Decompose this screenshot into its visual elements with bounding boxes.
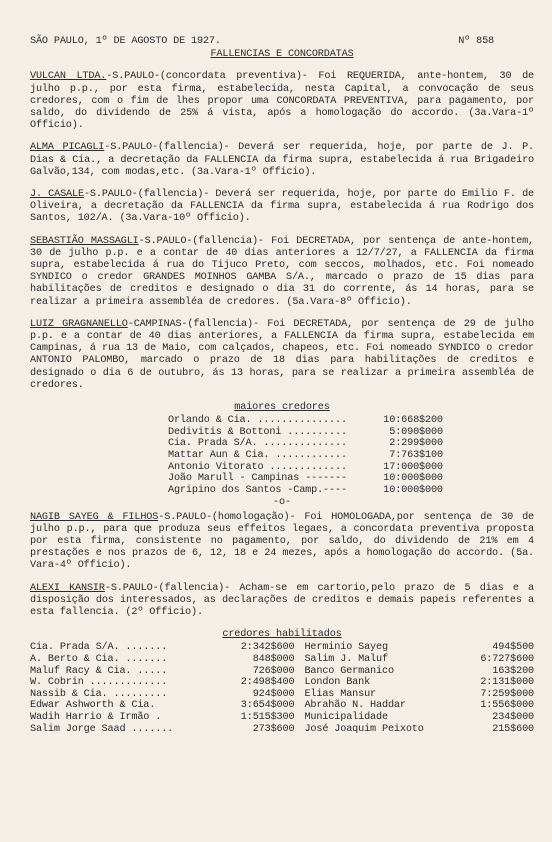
- table-row: [168, 438, 443, 450]
- entry-company-name: NAGIB SAYEG & FILHOS: [30, 511, 159, 523]
- date-line: SÃO PAULO, 1º DE AGOSTO DE 1927.: [30, 36, 221, 47]
- creditor-amount: 2:299$000: [389, 438, 443, 450]
- creditor-name: Cia. Prada S/A. ..............: [168, 438, 347, 450]
- creditor-name: Mattar Aun & Cia. ............: [168, 450, 347, 462]
- creditor-name: W. Cobrin .............: [30, 677, 168, 689]
- qualified-creditors-table: [30, 642, 534, 735]
- creditor-amount: 2:342$600: [240, 642, 295, 654]
- creditor-amount: 2:498$400: [240, 677, 295, 689]
- creditor-name: Abrahão N. Haddar: [304, 700, 406, 712]
- creditor-name: Municipalidade: [304, 712, 388, 724]
- creditor-name: Maluf Racy & Cia. .....: [30, 665, 168, 677]
- creditor-amount: 273$600: [252, 723, 295, 735]
- table-row: [168, 462, 443, 474]
- creditor-amount: 7:763$100: [389, 450, 443, 462]
- notice-entry: [30, 583, 534, 620]
- creditor-name: A. Berto & Cia. .......: [30, 654, 168, 666]
- creditor-amount: 3:654$000: [240, 700, 295, 712]
- creditor-amount: 7:259$000: [480, 688, 534, 700]
- table-row: [168, 427, 443, 439]
- entry-company-name: LUIZ GRAGNANELLO: [30, 318, 128, 330]
- entry-company-name: ALEXI KANSIR: [30, 582, 105, 594]
- entry-company-name: J. CASALE: [30, 189, 84, 201]
- table-row: [168, 415, 443, 427]
- notice-entry: [30, 236, 534, 309]
- table-row: [30, 712, 534, 724]
- creditor-amount: 17:000$000: [383, 461, 443, 473]
- qualified-creditors-title: credores habilitados: [222, 629, 342, 641]
- entry-text: -CAMPINAS-(fallencia)- Foi DECRETADA, por sentença de 29 de julho p.p. e a contar de 40 dias anteriores, a FALLENCIA da firma supra, estabelecida em Campinas, á rua 13 de Maio, com calçados, chapeos, etc. Foi nomeado SYNDICO o credor ANTONIO PALOMBO, marcado o prazo de 18 dias para habilitações de creditos e designado o dia 6 de outubro, ás 13 horas, para se realizar a primeira assembléa de credores.: [30, 318, 534, 391]
- creditor-amount: 1:556$000: [480, 700, 534, 712]
- notice-entry: [30, 189, 534, 226]
- creditor-name: Agripino dos Santos -Camp.----: [168, 484, 347, 496]
- creditor-name: Elias Mansur: [304, 688, 377, 700]
- notice-entry: [30, 71, 534, 132]
- creditor-amount: 163$200: [492, 665, 534, 677]
- header: [30, 36, 534, 48]
- table-row: [30, 666, 534, 678]
- creditor-name: Dedivitis & Bottoni ..........: [168, 426, 347, 438]
- creditor-name: Nassib & Cia. .........: [30, 688, 168, 700]
- notice-entry: [30, 319, 534, 392]
- table-row: [30, 724, 534, 736]
- major-creditors-table: [168, 415, 443, 496]
- creditor-name: Wadih Harrio & Irmão .: [30, 712, 162, 724]
- entry-company-name: ALMA PICAGLI: [30, 142, 105, 154]
- entry-text: -S.PAULO-(fallencia)- Deverá ser requerida, hoje, por parte de J. P. Dias & Cia., a decretação da FALLENCIA da firma supra, estabelecida á rua Brigadeiro Galvão,134, com modas,etc. (3a.Vara-1º Officio).: [30, 142, 534, 178]
- entry-text: -S.PAULO-(concordata preventiva)- Foi REQUERIDA, ante-hontem, 30 de julho p.p., por esta firma, estabelecida, nesta Capital, a convocação de seus credores, com o fim de lhes propor uma CONCORDATA PREVENTIVA, para pagamento, por saldo, do dividendo de 25% á vista, após a homologação do accordo. (3a.Vara-1º Officio).: [30, 71, 534, 132]
- table-row: [30, 689, 534, 701]
- creditor-name: London Bank: [304, 677, 371, 689]
- section-title: FALLENCIAS E CONCORDATAS: [210, 49, 354, 61]
- creditor-name: Salim Jorge Saad .......: [30, 723, 174, 735]
- separator: -o-: [273, 497, 291, 509]
- creditor-amount: 924$000: [252, 688, 295, 700]
- creditor-name: Orlando & Cia. ...............: [168, 415, 347, 427]
- creditor-name: João Marull - Campinas -------: [168, 473, 347, 485]
- creditor-amount: 726$000: [252, 665, 295, 677]
- bulletin-number: Nº 858: [458, 36, 494, 47]
- creditor-name: Cia. Prada S/A. .......: [30, 642, 168, 654]
- creditor-name: Antonio Vitorato .............: [168, 461, 347, 473]
- entry-company-name: SEBASTIÃO MASSAGLI: [30, 235, 139, 247]
- major-creditors-title: maiores credores: [234, 402, 330, 414]
- creditor-amount: 494$500: [492, 642, 534, 654]
- entry-text: -S.PAULO-(fallencia)- Acham-se em cartorio,pelo prazo de 5 dias e a disposição dos interessados, as declarações de creditos e demais papeis referentes a esta fallencia. (2º Officio).: [30, 582, 535, 619]
- entry-company-name: VULCAN LTDA.: [30, 71, 107, 83]
- table-row: [168, 450, 443, 462]
- table-row: [168, 485, 443, 497]
- table-row: [30, 642, 534, 654]
- creditor-name: José Joaquim Peixoto: [304, 723, 424, 735]
- creditor-amount: 5:090$000: [389, 426, 443, 438]
- creditor-amount: 2:131$000: [480, 677, 534, 689]
- table-row: [168, 473, 443, 485]
- creditor-amount: 234$000: [492, 712, 534, 724]
- creditor-name: Edwar Ashworth & Cia.: [30, 700, 156, 712]
- creditor-amount: 1:515$300: [240, 712, 295, 724]
- creditor-name: Banco Germanico: [304, 665, 394, 677]
- creditor-name: Salim J. Maluf: [304, 654, 388, 666]
- table-row: [30, 654, 534, 666]
- table-row: [30, 700, 534, 712]
- creditor-amount: 6:727$600: [480, 654, 534, 666]
- notice-entry: [30, 142, 534, 179]
- creditor-amount: 10:000$000: [383, 473, 443, 485]
- entry-text: -S.PAULO-(homologação)- Foi HOMOLOGADA,por sentença de 30 de julho p.p., para que produza seus effeitos legaes, a concordata preventiva proposta por esta firma, consistente no pagamento, por saldo, do dividendo de 21% em 4 prestações e nos prazos de 6, 12, 18 e 24 mezes, após a homologação do accordo. (5a. Vara-4º Officio).: [30, 511, 534, 572]
- creditor-amount: 215$600: [492, 723, 534, 735]
- entry-text: -S.PAULO-(fallencia)- Foi DECRETADA, por sentença de ante-hontem, 30 de julho p.p. e a contar de 40 dias anteriores a 12/7/27, a FALLENCIA da firma supra, estabelecida á rua do Tijuco Preto, com seccos, molhados, etc. Foi nomeado SYNDICO o credor GRANDES MOINHOS GAMBA S/A., marcado o prazo de 15 dias para habilitações de creditos e designado o dia 31 do corrente, ás 14 horas, para se realizar a primeira assembléa de credores. (5a.Vara-8º Officio).: [30, 235, 534, 308]
- creditor-amount: 10:000$000: [383, 484, 443, 496]
- table-row: [30, 677, 534, 689]
- entry-text: -S.PAULO-(fallencia)- Deverá ser requerida, hoje, por parte do Emilio F. de Oliveira, a decretação da FALLENCIA da firma supra, estabelecida á rua Rodrigo dos Santos, 102/A. (3a.Vara-10º Officio).: [30, 189, 534, 225]
- creditor-amount: 848$000: [252, 654, 295, 666]
- creditor-name: Herminio Sayeg: [304, 642, 388, 654]
- creditor-amount: 10:668$200: [383, 415, 443, 427]
- notice-entry: [30, 512, 534, 573]
